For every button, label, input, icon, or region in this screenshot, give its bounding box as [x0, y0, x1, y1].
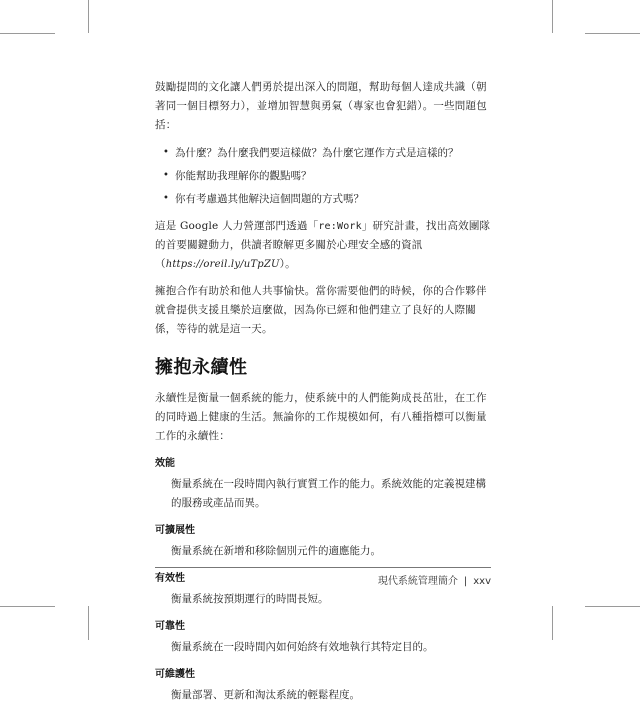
page-footer: [378, 572, 491, 587]
crop-mark: [88, 606, 89, 640]
footer-divider: [155, 567, 491, 568]
term-heading: 有效性: [155, 573, 185, 584]
term-heading: 可維護性: [155, 669, 195, 680]
list-item: • 為什麼？為什麼我們要這樣做？為什麼它運作方式是這樣的？: [155, 143, 491, 163]
crop-mark: [0, 606, 55, 607]
page-body: [155, 78, 491, 711]
term-heading: 可靠性: [155, 621, 185, 632]
paragraph-collaboration: 擁抱合作有助於和他人共事愉快。當你需要他們的時候，你的合作夥伴就會提供支援且樂於這麼做，因為你已經和他們建立了良好的人際關係，等待的就是這一天。: [155, 285, 487, 335]
crop-mark: [552, 606, 553, 640]
rework-link[interactable]: re:Work: [318, 221, 362, 232]
term-description: 衡量系統在一段時間內如何始終有效地執行其特定目的。: [171, 641, 434, 653]
url-link[interactable]: https://oreil.ly/uTpZU: [165, 259, 280, 270]
section-title: 擁抱永續性: [155, 357, 248, 378]
bullet-icon: •: [163, 147, 169, 158]
bullet-icon: •: [163, 193, 169, 204]
crop-mark: [585, 33, 640, 34]
page-number: xxv: [473, 576, 491, 587]
term-description: 衡量部署、更新和淘汰系統的輕鬆程度。: [171, 689, 360, 701]
section-intro: 永續性是衡量一個系統的能力，使系統中的人們能夠成長茁壯，在工作的同時過上健康的生活。無論你的工作規模如何，有八種指標可以衡量工作的永續性：: [155, 392, 487, 442]
list-item: • 你有考慮過其他解決這個問題的方式嗎？: [155, 189, 491, 209]
chapter-title: 現代系統管理簡介: [377, 576, 458, 587]
crop-mark: [585, 606, 640, 607]
crop-mark: [88, 0, 89, 33]
list-item: • 你能幫助我理解你的觀點嗎？: [155, 166, 491, 186]
term-heading: 效能: [155, 458, 175, 469]
paragraph-culture: 鼓勵提問的文化讓人們勇於提出深入的問題，幫助每個人達成共識（朝著同一個目標努力），並增加智慧與勇氣（專家也會犯錯）。一些問題包括：: [155, 81, 487, 131]
paragraph-rework: 這是 Google 人力營運部門透過「re:Work」研究計畫，找出高效團隊的首要關鍵動力，供讀者瞭解更多關於心理安全感的資訊（https://oreil.ly/uTpZU）。: [155, 220, 491, 270]
question-list: [155, 143, 491, 209]
term-description: 衡量系統按預期運行的時間長短。: [171, 593, 329, 605]
crop-mark: [0, 33, 55, 34]
crop-mark: [552, 0, 553, 33]
term-description: 衡量系統在一段時間內執行實質工作的能力。系統效能的定義視建構的服務或產品而異。: [171, 478, 486, 509]
footer-separator: |: [463, 576, 468, 587]
term-description: 衡量系統在新增和移除個別元件的適應能力。: [171, 545, 381, 557]
bullet-icon: •: [163, 170, 169, 181]
term-heading: 可擴展性: [155, 525, 195, 536]
